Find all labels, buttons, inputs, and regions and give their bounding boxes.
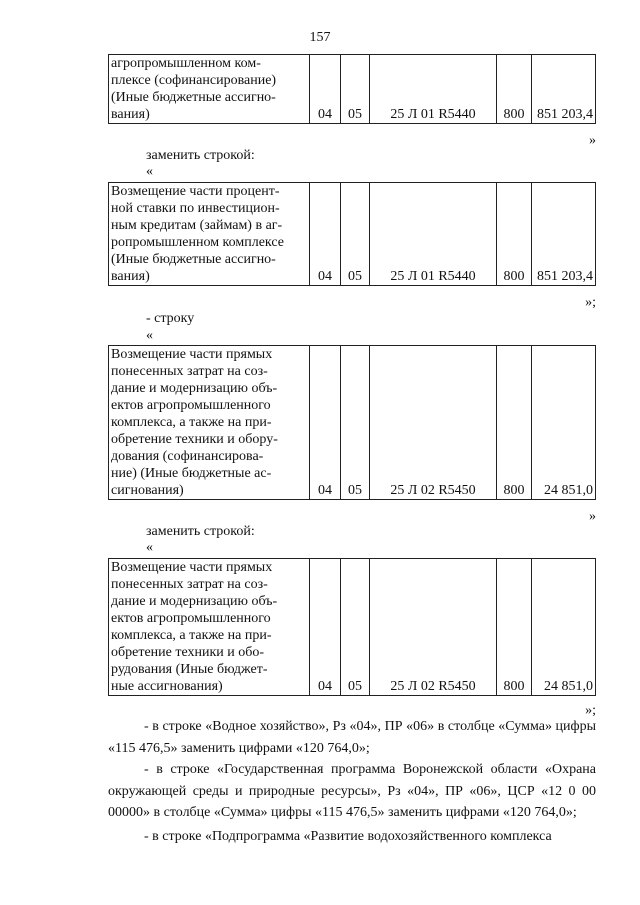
item-name-line: рудования (Иные бюджет- <box>111 662 268 677</box>
item-name-line: вания) <box>111 107 150 122</box>
sum-cell: 851 203,4 <box>532 55 596 124</box>
budget-table-4 <box>108 558 596 696</box>
item-name-line: Возмещение части прямых <box>111 560 273 575</box>
rz-cell: 04 <box>310 183 341 286</box>
item-name-line: плексе (софинансирование) <box>111 73 277 88</box>
instruction-paragraph: - в строке «Государственная программа Воронежской области «Охрана окружающей среды и природные ресурсы», Рз «04», ПР «06», ЦСР «12 0 00 00000» в столбце «Сумма» цифры «115 476,5» заменить цифрами «120 764,0»; <box>108 762 596 820</box>
item-name-line: ектов агропромышленного <box>111 611 271 626</box>
open-quote: « <box>146 328 153 343</box>
rz-cell: 04 <box>310 346 341 500</box>
budget-table-2 <box>108 182 596 286</box>
item-name-line: вания) <box>111 269 150 284</box>
table-row <box>109 346 596 500</box>
vr-cell: 800 <box>497 55 532 124</box>
item-name-line: комплекса, а также на при- <box>111 415 272 430</box>
instruction-paragraph: - в строке «Подпрограмма «Развитие водохозяйственного комплекса <box>144 829 552 844</box>
item-name-line: дание и модернизацию объ- <box>111 594 278 609</box>
replace-instruction: заменить строкой: <box>146 148 255 163</box>
open-quote: « <box>146 540 153 555</box>
item-name-line: обретение техники и обору- <box>111 432 278 447</box>
rz-cell: 04 <box>310 559 341 696</box>
row-label: - строку <box>146 311 195 326</box>
pr-cell: 05 <box>341 183 370 286</box>
close-quote: » <box>589 133 596 148</box>
rz-cell: 04 <box>310 55 341 124</box>
item-name-line: дание и модернизацию объ- <box>111 381 278 396</box>
item-name-line: ектов агропромышленного <box>111 398 271 413</box>
vr-cell: 800 <box>497 346 532 500</box>
item-name-line: ние) (Иные бюджетные ас- <box>111 466 272 481</box>
budget-table-3 <box>108 345 596 500</box>
close-quote: »; <box>585 295 596 310</box>
close-quote: » <box>589 509 596 524</box>
item-name-line: дования (софинансирова- <box>111 449 264 464</box>
table-row <box>109 55 596 124</box>
replace-instruction: заменить строкой: <box>146 524 255 539</box>
item-name-cell <box>109 559 310 696</box>
item-name-line: ным кредитам (займам) в аг- <box>111 218 283 233</box>
table-row <box>109 559 596 696</box>
budget-table-1 <box>108 54 596 124</box>
csr-cell: 25 Л 01 R5440 <box>370 55 497 124</box>
sum-cell: 851 203,4 <box>532 183 596 286</box>
pr-cell: 05 <box>341 346 370 500</box>
item-name-cell <box>109 346 310 500</box>
item-name-line: Возмещение части процент- <box>111 184 280 199</box>
csr-cell: 25 Л 02 R5450 <box>370 559 497 696</box>
table-row <box>109 183 596 286</box>
open-quote: « <box>146 164 153 179</box>
item-name-cell <box>109 183 310 286</box>
csr-cell: 25 Л 02 R5450 <box>370 346 497 500</box>
item-name-line: сигнования) <box>111 483 184 498</box>
close-quote: »; <box>585 703 596 718</box>
item-name-line: Возмещение части прямых <box>111 347 273 362</box>
vr-cell: 800 <box>497 183 532 286</box>
page-number: 157 <box>309 30 331 45</box>
sum-cell: 24 851,0 <box>532 346 596 500</box>
sum-cell: 24 851,0 <box>532 559 596 696</box>
vr-cell: 800 <box>497 559 532 696</box>
pr-cell: 05 <box>341 55 370 124</box>
item-name-line: комплекса, а также на при- <box>111 628 272 643</box>
item-name-line: агропромышленном ком- <box>111 56 261 71</box>
item-name-line: понесенных затрат на соз- <box>111 577 268 592</box>
item-name-line: ропромышленном комплексе <box>111 235 284 250</box>
item-name-line: (Иные бюджетные ассигно- <box>111 90 276 105</box>
csr-cell: 25 Л 01 R5440 <box>370 183 497 286</box>
instruction-paragraph: - в строке «Водное хозяйство», Рз «04», ПР «06» в столбце «Сумма» цифры «115 476,5» заменить цифрами «120 764,0»; <box>108 719 596 756</box>
item-name-line: ные ассигнования) <box>111 679 223 694</box>
item-name-line: ной ставки по инвестицион- <box>111 201 280 216</box>
item-name-line: (Иные бюджетные ассигно- <box>111 252 276 267</box>
item-name-line: понесенных затрат на соз- <box>111 364 268 379</box>
item-name-cell <box>109 55 310 124</box>
pr-cell: 05 <box>341 559 370 696</box>
item-name-line: обретение техники и обо- <box>111 645 265 660</box>
